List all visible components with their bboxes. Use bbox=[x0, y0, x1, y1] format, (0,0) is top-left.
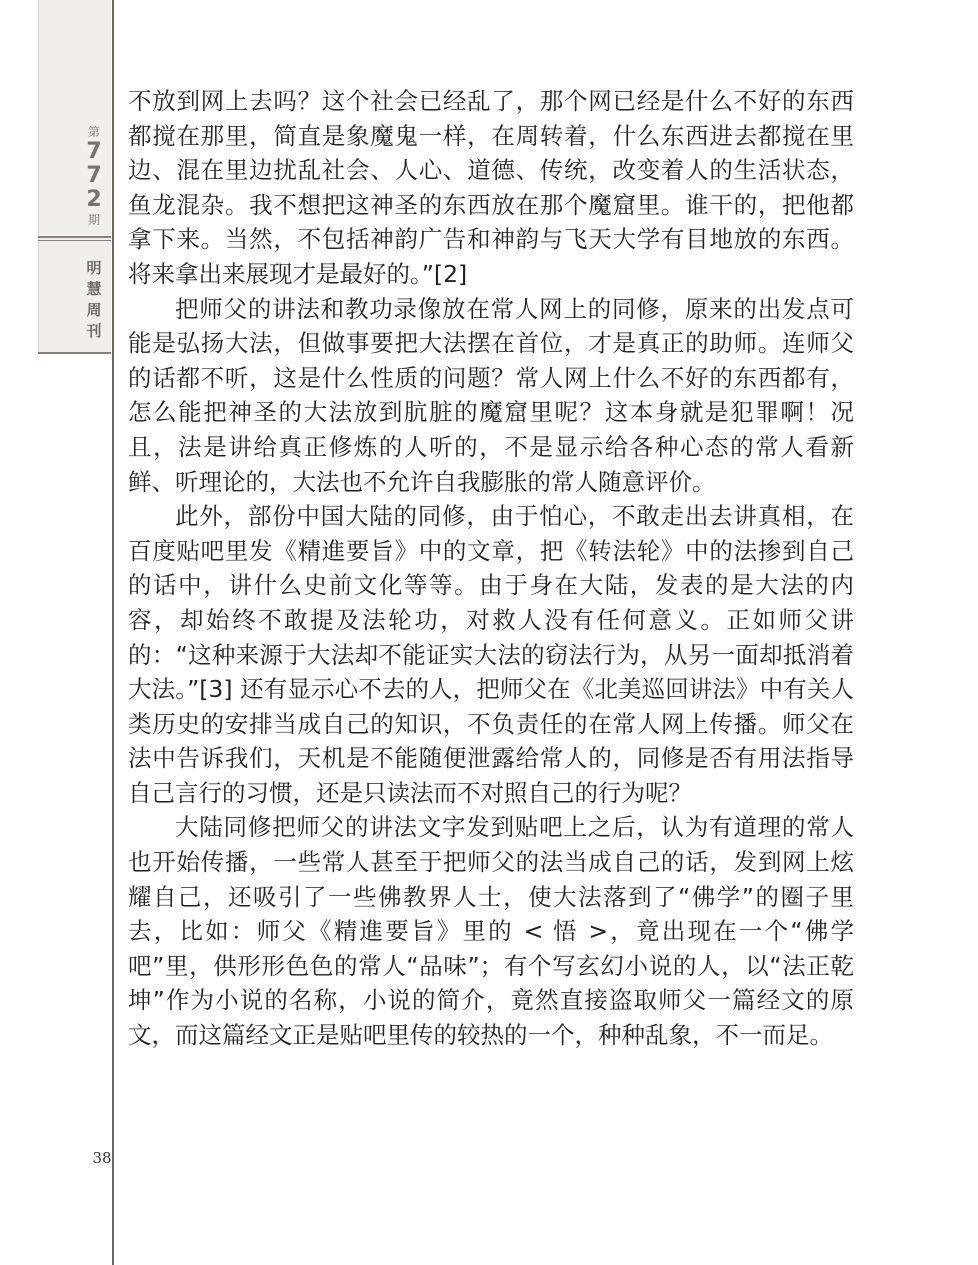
issue-digit: 2 bbox=[86, 187, 102, 212]
issue-number bbox=[78, 124, 110, 228]
issue-digit: 7 bbox=[86, 139, 102, 164]
paragraph: 不放到网上去吗？这个社会已经乱了，那个网已经是什么不好的东西都搅在那里，简直是象魔鬼一样，在周转着，什么东西进去都搅在里边、混在里边扰乱社会、人心、道德、传统，改变着人的生活状态，鱼龙混杂。我不想把这神圣的东西放在那个魔窟里。谁干的，把他都拿下来。当然，不包括神韵广告和神韵与飞天大学有目地放的东西。将来拿出来展现才是最好的。”[2] bbox=[128, 87, 854, 288]
brand-char: 明 bbox=[86, 259, 102, 277]
sidebar-tab-bottom-rule bbox=[38, 352, 111, 354]
brand-char: 周 bbox=[86, 301, 102, 319]
brand-char: 刊 bbox=[86, 322, 102, 340]
margin-rule bbox=[112, 0, 114, 1265]
article-body bbox=[128, 84, 854, 1053]
issue-suffix: 期 bbox=[87, 213, 100, 227]
issue-digit: 7 bbox=[86, 163, 102, 188]
brand-char: 慧 bbox=[86, 280, 102, 298]
issue-prefix: 第 bbox=[87, 125, 100, 139]
paragraph: 把师父的讲法和教功录像放在常人网上的同修，原来的出发点可能是弘扬大法，但做事要把大法摆在首位，才是真正的助师。连师父的话都不听，这是什么性质的问题？常人网上什么不好的东西都有，怎么能把神圣的大法放到肮脏的魔窟里呢？这本身就是犯罪啊！况且，法是讲给真正修炼的人听的，不是显示给各种心态的常人看新鲜、听理论的，大法也不允许自我膨胀的常人随意评价。 bbox=[128, 294, 854, 496]
sidebar-divider-thin bbox=[38, 240, 111, 241]
publication-name bbox=[78, 258, 110, 342]
paragraph: 此外，部份中国大陆的同修，由于怕心，不敢走出去讲真相，在百度贴吧里发《精進要旨》中的文章，把《转法轮》中的法掺到自己的话中，讲什么史前文化等等。由于身在大陆，发表的是大法的内容，却始终不敢提及法轮功，对救人没有任何意义。正如师父讲的：“这种来源于大法却不能证实大法的窃法行为，从另一面却抵消着大法。”[3] 还有显示心不去的人，把师父在《北美巡回讲法》中有关人类历史的安排当成自己的知识，不负责任的在常人网上传播。师父在法中告诉我们，天机是不能随便泄露给常人的，同修是否有用法指导自己言行的习惯，还是只读法而不对照自己的行为呢？ bbox=[128, 502, 854, 807]
page-number: 38 bbox=[92, 1149, 112, 1167]
paragraph: 大陆同修把师父的讲法文字发到贴吧上之后，认为有道理的常人也开始传播，一些常人甚至于把师父的法当成自己的话，发到网上炫耀自己，还吸引了一些佛教界人士，使大法落到了“佛学”的圈子里去，比如：师父《精進要旨》里的 < 悟 >，竟出现在一个“佛学吧”里，供形形色色的常人“品味”；有个写玄幻小说的人，以“法正乾坤”作为小说的名称，小说的简介，竟然直接盗取师父一篇经文的原文，而这篇经文正是贴吧里传的较热的一个，种种乱象，不一而足。 bbox=[128, 813, 854, 1050]
sidebar-divider bbox=[38, 236, 111, 238]
sidebar-tab-edge bbox=[38, 0, 39, 354]
